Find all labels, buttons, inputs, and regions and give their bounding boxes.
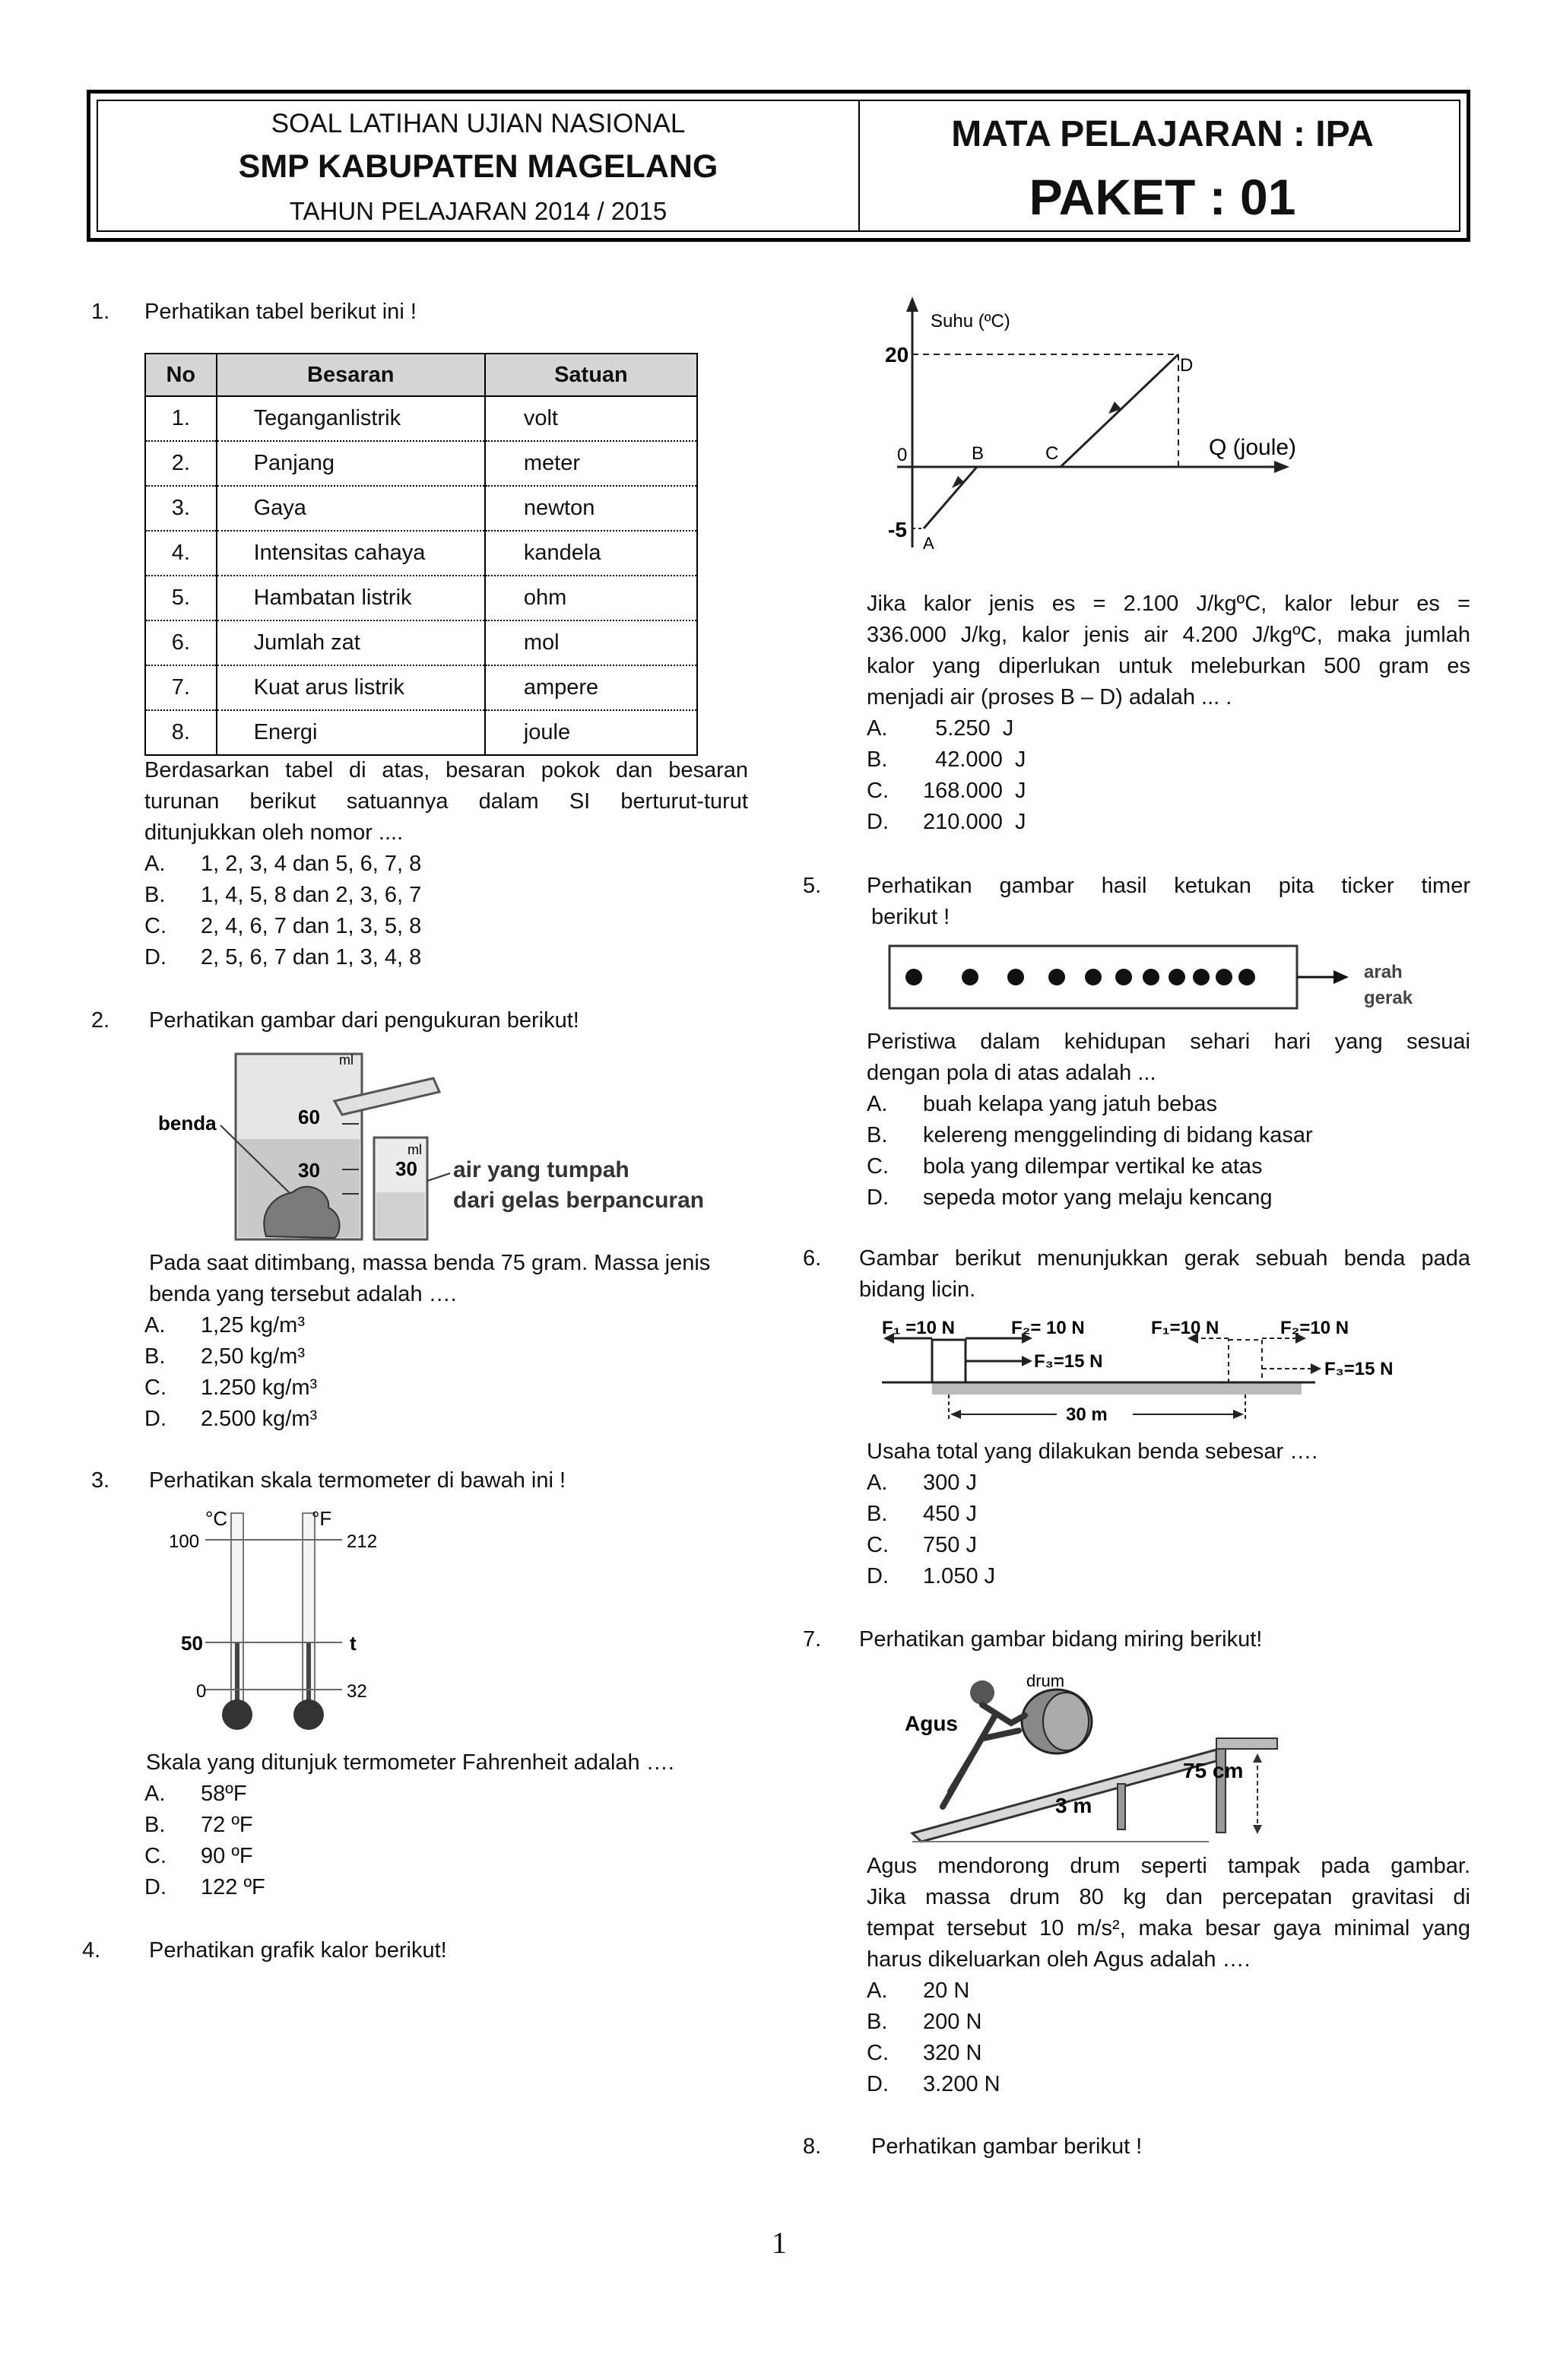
option-letter: B. [144, 883, 166, 907]
header-line1: SOAL LATIHAN UJIAN NASIONAL [271, 109, 686, 138]
table-cell-besaran: Energi [217, 710, 485, 755]
celsius-bulb [222, 1699, 252, 1730]
person-head [970, 1680, 994, 1705]
drum-end [1043, 1693, 1089, 1750]
q5-number: 5. [803, 874, 822, 898]
height-arrow-head [1253, 1825, 1262, 1834]
q6-prompt-line2: bidang licin. [859, 1277, 976, 1302]
option-text: 1.050 J [923, 1564, 996, 1588]
q4-heat-graph [867, 289, 1308, 563]
q6-text-line1: Usaha total yang dilakukan benda sebesar …. [867, 1439, 1318, 1464]
label-f3-start: F₃=15 N [1034, 1351, 1103, 1372]
table-header-satuan: Satuan [485, 354, 697, 396]
y-axis-label: Suhu (ºC) [931, 311, 1010, 332]
point-b: B [972, 443, 985, 464]
q1-text-line1: Berdasarkan tabel di atas, besaran pokok dan besaran [144, 758, 748, 782]
q5-prompt-line1: Perhatikan gambar hasil ketukan pita ticker timer [867, 874, 1470, 898]
tape-dot [905, 969, 922, 985]
table-cell-satuan: meter [485, 441, 697, 486]
option-text: buah kelapa yang jatuh bebas [923, 1092, 1217, 1116]
q6-prompt-line1: Gambar berikut menunjukkan gerak sebuah benda pada [859, 1246, 1470, 1271]
caption-line2: dari gelas berpancuran [453, 1188, 705, 1213]
option-text: 90 ºF [201, 1844, 253, 1868]
q2-option-d[interactable] [144, 1404, 317, 1435]
option-letter: D. [867, 1185, 889, 1210]
q3-option-c[interactable] [144, 1841, 253, 1872]
table-cell-no: 6. [145, 620, 217, 665]
distance-arrow-head [1233, 1410, 1244, 1419]
q3-option-d[interactable] [144, 1872, 265, 1903]
block-start [932, 1340, 966, 1382]
tape-dot [1193, 969, 1210, 985]
table-row [145, 620, 697, 665]
q4-text-line2: 336.000 J/kg, kalor jenis air 4.200 J/kgºC, maka jumlah [867, 623, 1470, 647]
table-cell-besaran: Hambatan listrik [217, 576, 485, 620]
q7-text-line4: harus dikeluarkan oleh Agus adalah …. [867, 1947, 1251, 1972]
header-subject: MATA PELAJARAN : IPA [951, 114, 1374, 154]
label-f3-end: F₃=15 N [1324, 1359, 1394, 1379]
q7-text-line1: Agus mendorong drum seperti tampak pada gambar. [867, 1854, 1470, 1878]
option-letter: B. [867, 747, 888, 772]
option-letter: A. [867, 716, 888, 741]
table-cell-no: 5. [145, 576, 217, 620]
q4-text-line4: menjadi air (proses B – D) adalah ... . [867, 685, 1232, 709]
q7-text-line3: tempat tersebut 10 m/s², maka besar gaya minimal yang [867, 1916, 1470, 1940]
option-letter: B. [867, 2010, 888, 2034]
q3-prompt: Perhatikan skala termometer di bawah ini ! [149, 1468, 566, 1493]
q6-option-c[interactable] [867, 1530, 977, 1561]
q5-text-line1: Peristiwa dalam kehidupan sehari hari yang sesuai [867, 1030, 1470, 1054]
celsius-0: 0 [196, 1681, 207, 1702]
option-letter: B. [144, 1813, 166, 1837]
option-letter: C. [867, 1533, 889, 1557]
q4-option-d[interactable] [867, 807, 1026, 838]
height-arrow-head [1253, 1753, 1262, 1763]
beaker-unit: ml [339, 1052, 354, 1068]
fahrenheit-unit: °F [312, 1507, 332, 1530]
option-letter: D. [867, 1564, 889, 1588]
q2-prompt: Perhatikan gambar dari pengukuran berikut! [149, 1008, 579, 1033]
mark-60: 60 [298, 1106, 320, 1128]
force-arrow-head [1022, 1356, 1032, 1366]
table-row [145, 486, 697, 531]
option-letter: C. [867, 779, 889, 803]
q3-option-a[interactable] [144, 1779, 247, 1810]
cup-water [376, 1192, 425, 1237]
table-header-no: No [145, 354, 217, 396]
page-number: 1 [772, 2226, 787, 2260]
option-text: 122 ºF [201, 1875, 265, 1899]
q4-prompt: Perhatikan grafik kalor berikut! [149, 1938, 447, 1963]
q2-text-line1: Pada saat ditimbang, massa benda 75 gram. Massa jenis [149, 1251, 711, 1275]
option-text: 450 J [923, 1502, 977, 1526]
x-axis-label: Q (joule) [1209, 435, 1297, 460]
option-text: 168.000 J [923, 779, 1026, 803]
celsius-100: 100 [169, 1531, 200, 1552]
fahrenheit-32: 32 [347, 1681, 367, 1702]
celsius-50: 50 [181, 1632, 203, 1655]
label-f2-start: F₂= 10 N [1011, 1318, 1085, 1338]
label-length: 3 m [1055, 1794, 1092, 1817]
q2-number: 2. [91, 1008, 110, 1033]
option-text: 3.200 N [923, 2072, 1000, 2096]
q2-option-a[interactable] [144, 1310, 305, 1341]
ramp-leg [1118, 1784, 1125, 1829]
option-letter: A. [867, 1471, 888, 1495]
table-cell-no: 1. [145, 396, 217, 441]
option-letter: C. [144, 1376, 166, 1400]
table-cell-no: 2. [145, 441, 217, 486]
cup-mark-30: 30 [395, 1157, 417, 1180]
table-row [145, 531, 697, 576]
option-letter: B. [867, 1123, 888, 1147]
header-inner-border [97, 100, 1460, 232]
option-text: 2.500 kg/m³ [201, 1407, 318, 1431]
cup-unit: ml [407, 1142, 422, 1157]
option-text: 72 ºF [201, 1813, 253, 1837]
option-text: 1,25 kg/m³ [201, 1313, 305, 1338]
table-cell-no: 3. [145, 486, 217, 531]
option-text: 320 N [923, 2041, 982, 2065]
table-cell-besaran: Kuat arus listrik [217, 665, 485, 710]
q5-text-line2: dengan pola di atas adalah ... [867, 1061, 1156, 1085]
y-axis-arrow [906, 297, 918, 312]
option-text: 2, 4, 6, 7 dan 1, 3, 5, 8 [201, 914, 422, 938]
point-d: D [1180, 355, 1194, 376]
header-box [87, 90, 1470, 242]
q7-inclined-plane [889, 1662, 1285, 1845]
option-letter: A. [867, 1979, 888, 2003]
option-letter: D. [867, 2072, 889, 2096]
q8-prompt: Perhatikan gambar berikut ! [871, 2134, 1143, 2159]
y-tick-minus5: -5 [888, 518, 907, 541]
tape-dot [1048, 969, 1065, 985]
q4-option-c[interactable] [867, 776, 1026, 807]
tape-dot [1216, 969, 1232, 985]
q1-option-d[interactable] [144, 942, 421, 973]
option-letter: A. [867, 1092, 888, 1116]
label-drum: drum [1026, 1671, 1065, 1690]
q1-table [144, 353, 698, 756]
option-letter: A. [144, 852, 166, 876]
table-cell-satuan: joule [485, 710, 697, 755]
tape-dot [1143, 969, 1159, 985]
q7-number: 7. [803, 1627, 822, 1652]
option-letter: D. [144, 1875, 166, 1899]
option-text: 1, 4, 5, 8 dan 2, 3, 6, 7 [201, 883, 422, 907]
option-text: bola yang dilempar vertikal ke atas [923, 1154, 1263, 1179]
label-f1-start: F₁ =10 N [882, 1318, 955, 1338]
q7-prompt: Perhatikan gambar bidang miring berikut! [859, 1627, 1263, 1652]
tape-dot [1238, 969, 1255, 985]
q6-option-b[interactable] [867, 1499, 977, 1530]
tape-dot [1115, 969, 1132, 985]
table-header-besaran: Besaran [217, 354, 485, 396]
option-text: 42.000 J [923, 747, 1026, 772]
fahrenheit-fluid [306, 1642, 311, 1703]
label-distance: 30 m [1066, 1404, 1108, 1425]
q1-prompt: Perhatikan tabel berikut ini ! [144, 300, 417, 324]
q7-option-a[interactable] [867, 1975, 969, 2007]
mark-30: 30 [298, 1159, 320, 1182]
arrow-label-line1: arah [1364, 962, 1403, 982]
caption-line1: air yang tumpah [453, 1157, 629, 1182]
header-paket: PAKET : 01 [1029, 169, 1296, 225]
table-cell-no: 4. [145, 531, 217, 576]
force-arrow-head [1311, 1363, 1321, 1374]
q3-option-b[interactable] [144, 1810, 253, 1841]
q7-option-c[interactable] [867, 2038, 981, 2069]
table-cell-satuan: mol [485, 620, 697, 665]
table-row [145, 710, 697, 755]
table-cell-satuan: kandela [485, 531, 697, 576]
option-letter: B. [867, 1502, 888, 1526]
q2-option-b[interactable] [144, 1341, 305, 1372]
q4-text-line3: kalor yang diperlukan untuk meleburkan 500 gram es [867, 654, 1470, 678]
option-text: 200 N [923, 2010, 982, 2034]
q3-figure [160, 1498, 403, 1741]
q7-option-b[interactable] [867, 2007, 981, 2038]
option-text: sepeda motor yang melaju kencang [923, 1185, 1273, 1210]
option-text: kelereng menggelinding di bidang kasar [923, 1123, 1313, 1147]
fahrenheit-t: t [350, 1632, 357, 1655]
tape-dot [1007, 969, 1024, 985]
table-cell-besaran: Panjang [217, 441, 485, 486]
option-text: 1, 2, 3, 4 dan 5, 6, 7, 8 [201, 852, 422, 876]
y-tick-20: 20 [885, 343, 909, 367]
fahrenheit-bulb [293, 1699, 324, 1730]
q1-number: 1. [91, 300, 110, 324]
option-text: 750 J [923, 1533, 977, 1557]
table-cell-besaran: Jumlah zat [217, 620, 485, 665]
q8-number: 8. [803, 2134, 822, 2159]
label-benda: benda [158, 1112, 217, 1134]
table-cell-no: 7. [145, 665, 217, 710]
heating-curve [924, 354, 1178, 528]
option-text: 210.000 J [923, 810, 1026, 834]
fahrenheit-212: 212 [347, 1531, 378, 1552]
floor [932, 1382, 1302, 1395]
option-letter: D. [144, 1407, 166, 1431]
table-cell-satuan: ampere [485, 665, 697, 710]
y-tick-0: 0 [897, 445, 908, 465]
q1-option-b[interactable] [144, 880, 421, 911]
q5-option-c[interactable] [867, 1151, 1263, 1182]
table-cell-satuan: volt [485, 396, 697, 441]
option-letter: B. [144, 1344, 166, 1369]
q2-figure [152, 1048, 715, 1247]
q4-text-line1: Jika kalor jenis es = 2.100 J/kgºC, kalor lebur es = [867, 592, 1470, 616]
option-text: 58ºF [201, 1782, 247, 1806]
tape-dot [1085, 969, 1102, 985]
direction-arrow-head [1333, 970, 1349, 984]
option-letter: D. [867, 810, 889, 834]
q1-option-a[interactable] [144, 849, 421, 880]
q5-option-a[interactable] [867, 1089, 1217, 1120]
q4-option-a[interactable] [867, 713, 1013, 744]
x-axis-arrow [1274, 461, 1289, 473]
point-a: A [923, 534, 934, 553]
q5-prompt-line2: berikut ! [871, 905, 950, 929]
q1-text-line3: ditunjukkan oleh nomor .... [144, 820, 404, 845]
q1-table-header [145, 354, 697, 396]
label-f1-end: F₁=10 N [1151, 1318, 1219, 1338]
q1-option-c[interactable] [144, 911, 421, 942]
table-cell-besaran: Gaya [217, 486, 485, 531]
table-cell-besaran: Teganganlistrik [217, 396, 485, 441]
q4-number: 4. [82, 1938, 101, 1963]
option-letter: A. [144, 1782, 166, 1806]
option-letter: A. [144, 1313, 166, 1338]
platform [1216, 1738, 1277, 1749]
q5-option-b[interactable] [867, 1120, 1313, 1151]
table-cell-satuan: newton [485, 486, 697, 531]
block-end [1229, 1340, 1262, 1382]
table-row [145, 396, 697, 441]
option-text: 5.250 J [923, 716, 1014, 741]
table-cell-besaran: Intensitas cahaya [217, 531, 485, 576]
option-letter: C. [144, 914, 166, 938]
q2-text-line2: benda yang tersebut adalah …. [149, 1282, 457, 1306]
table-cell-no: 8. [145, 710, 217, 755]
pointer-line [427, 1173, 450, 1181]
header-year: TAHUN PELAJARAN 2014 / 2015 [289, 197, 668, 225]
option-text: 2, 5, 6, 7 dan 1, 3, 4, 8 [201, 945, 422, 969]
q5-ticker-tape [888, 943, 1435, 1016]
label-agus: Agus [905, 1712, 958, 1735]
table-row [145, 441, 697, 486]
table-cell-satuan: ohm [485, 576, 697, 620]
q6-option-d[interactable] [867, 1561, 995, 1592]
option-text: 2,50 kg/m³ [201, 1344, 305, 1369]
q3-number: 3. [91, 1468, 110, 1493]
q3-text-line1: Skala yang ditunjuk termometer Fahrenheit adalah …. [146, 1750, 674, 1775]
q7-text-line2: Jika massa drum 80 kg dan percepatan gravitasi di [867, 1885, 1470, 1909]
celsius-unit: °C [205, 1507, 228, 1530]
q6-force-diagram [874, 1311, 1422, 1430]
option-letter: C. [867, 2041, 889, 2065]
curve-arrow [952, 476, 964, 488]
tape-dot [962, 969, 978, 985]
q6-option-a[interactable] [867, 1468, 977, 1499]
option-text: 300 J [923, 1471, 977, 1495]
q6-number: 6. [803, 1246, 822, 1271]
header-school: SMP KABUPATEN MAGELANG [238, 148, 718, 185]
q4-option-b[interactable] [867, 744, 1026, 776]
q1-text-line2: turunan berikut satuannya dalam SI berturut-turut [144, 789, 748, 814]
q5-option-d[interactable] [867, 1182, 1272, 1214]
tape-dot [1169, 969, 1185, 985]
option-letter: C. [144, 1844, 166, 1868]
point-c: C [1045, 443, 1059, 464]
celsius-fluid [235, 1642, 239, 1703]
table-row [145, 576, 697, 620]
q7-option-d[interactable] [867, 2069, 1000, 2100]
arrow-label-line2: gerak [1364, 988, 1413, 1008]
label-f2-end: F₂=10 N [1280, 1318, 1349, 1338]
distance-arrow-head [950, 1410, 961, 1419]
option-text: 20 N [923, 1979, 970, 2003]
q2-option-c[interactable] [144, 1372, 317, 1404]
label-height: 75 cm [1183, 1759, 1244, 1782]
option-text: 1.250 kg/m³ [201, 1376, 318, 1400]
option-letter: C. [867, 1154, 889, 1179]
table-row [145, 665, 697, 710]
option-letter: D. [144, 945, 166, 969]
